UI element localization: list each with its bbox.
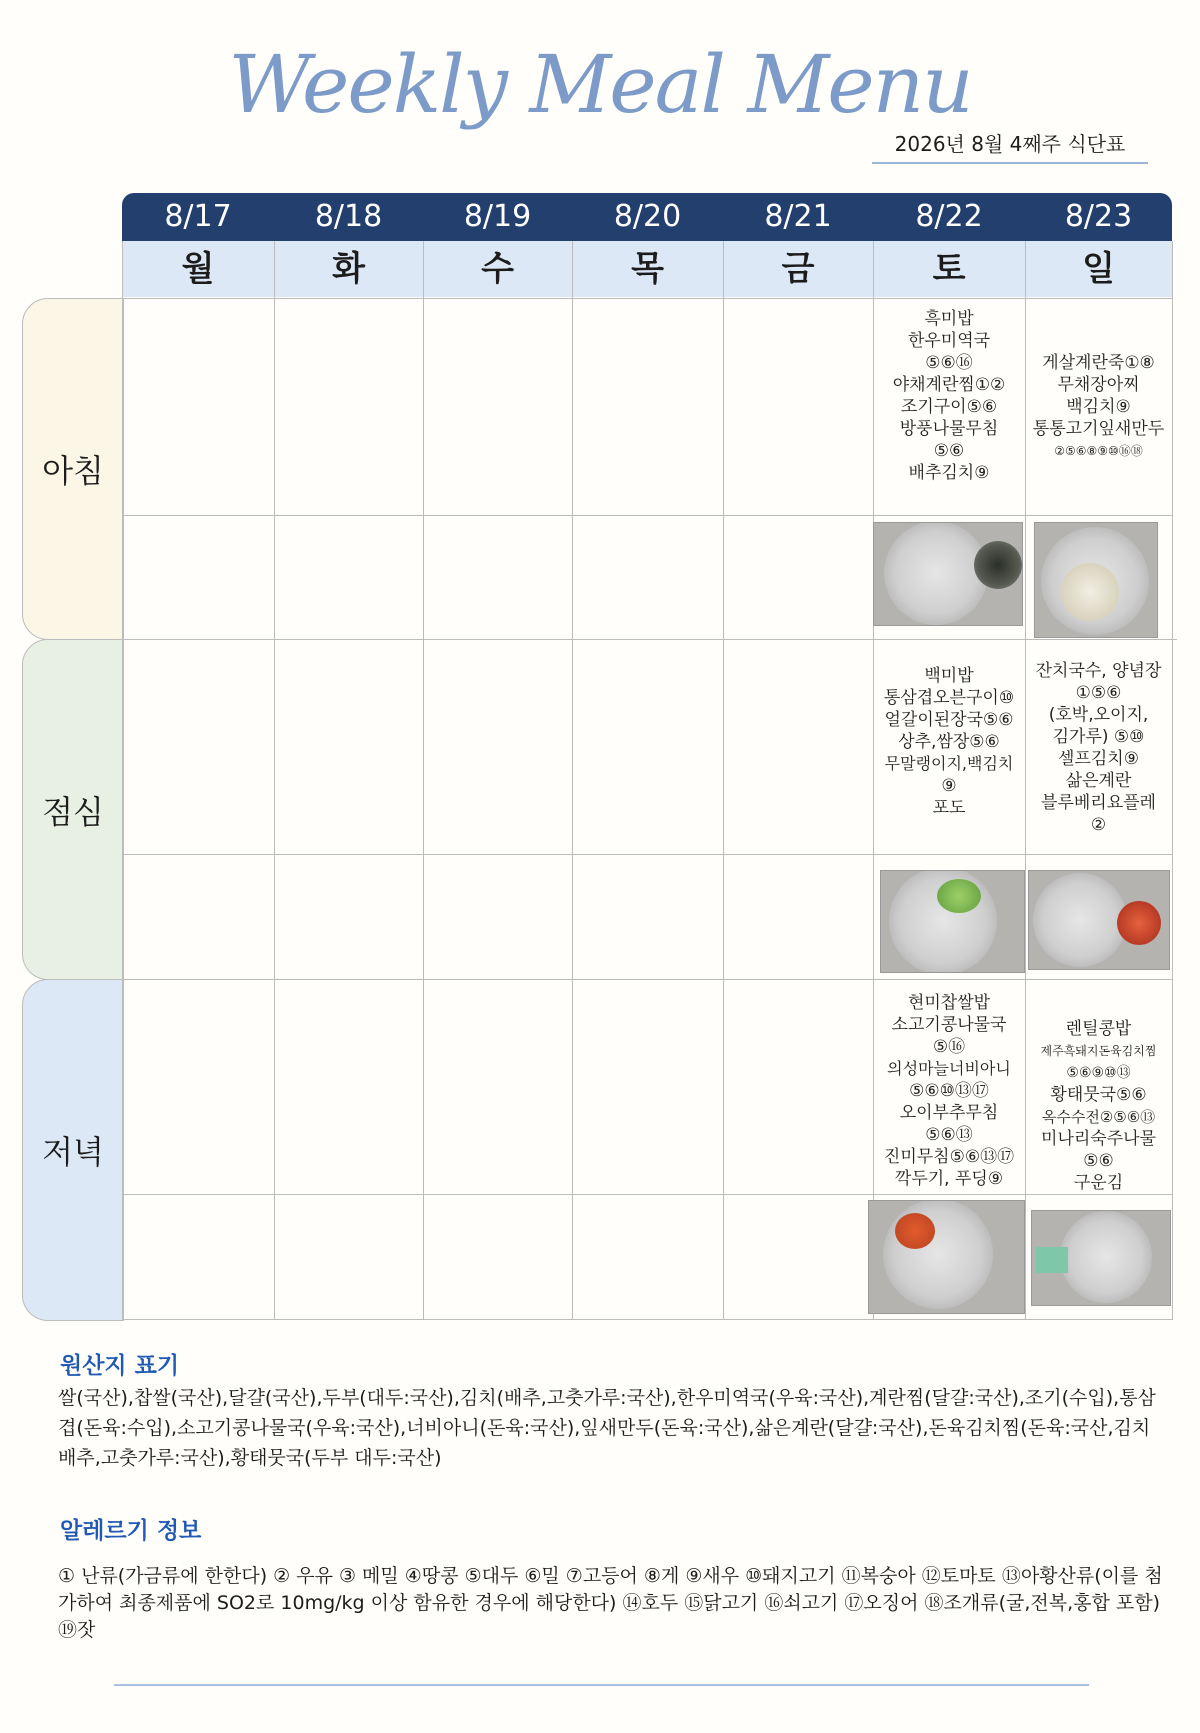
menu-item: ⑤⑥ [1083, 1151, 1114, 1171]
menu-item: 배추김치⑨ [908, 463, 990, 483]
bowl-shape [974, 541, 1022, 589]
bowl-shape [1117, 901, 1161, 945]
date-cell: 8/22 [915, 199, 983, 234]
footer-line [114, 1684, 1089, 1686]
date-cell: 8/17 [164, 199, 232, 234]
grid-line [274, 241, 275, 1320]
menu-item: 통삼겹오븐구이⑩ [883, 688, 1015, 708]
grid-line [122, 241, 123, 1320]
menu-item: 깍두기, 푸딩⑨ [894, 1169, 1004, 1189]
menu-item: 현미찹쌀밥 [907, 993, 991, 1013]
grid-line [122, 1194, 1172, 1195]
date-cell: 8/23 [1064, 199, 1133, 234]
meal-photo [868, 1200, 1025, 1314]
slot-lunch [22, 639, 124, 980]
grid-line [122, 979, 1172, 980]
grid-line [122, 854, 1172, 855]
menu-item: 삶은계란 [1065, 771, 1132, 791]
page-title: Weekly Meal Menu [228, 38, 972, 131]
menu-item: 통통고기잎새만두 [1032, 419, 1165, 439]
menu-item: 소고기콩나물국 [891, 1015, 1007, 1035]
slot-dinner [22, 979, 124, 1321]
menu-item: 무채장아찌 [1057, 375, 1140, 395]
drink-box-shape [1036, 1247, 1068, 1273]
menu-item: ⑤⑥⑯ [925, 353, 973, 373]
menu-item: ⑤⑥⑬ [925, 1125, 973, 1145]
day-cell: 일 [1082, 249, 1115, 289]
menu-item: 백김치⑨ [1066, 397, 1131, 417]
slot-label: 아침 [42, 452, 104, 490]
food-shape [895, 1213, 935, 1249]
menu-item: ⑨ [941, 776, 957, 796]
menu-item: 옥수수전②⑤⑥⑬ [1041, 1108, 1156, 1126]
grid-line [122, 515, 1172, 516]
menu-item: 게살계란죽①⑧ [1042, 353, 1155, 373]
plate-shape [884, 522, 988, 625]
slot-label: 저녁 [42, 1133, 104, 1171]
day-cell: 수 [481, 249, 514, 289]
menu-item: ② [1090, 815, 1107, 835]
slot-breakfast [22, 298, 124, 640]
menu-item: 오이부추무침 [899, 1103, 999, 1123]
menu-item: ⑤⑯ [932, 1037, 966, 1057]
menu-item: ⑤⑥⑨⑩⑬ [1066, 1065, 1131, 1081]
meal-photo [1031, 1210, 1171, 1306]
day-cell: 목 [631, 249, 664, 289]
date-cell: 8/18 [314, 199, 383, 234]
menu-item: ①⑤⑥ [1075, 683, 1122, 703]
greens-shape [937, 879, 981, 913]
page-subtitle: 2026년 8월 4째주 식단표 [894, 132, 1126, 156]
menu-item: 의성마늘너비아니 [887, 1059, 1011, 1078]
menu-breakfast-sun [1025, 352, 1172, 462]
grid-line [723, 241, 724, 1320]
slot-label: 점심 [42, 792, 104, 831]
menu-item: 구운김 [1073, 1173, 1124, 1193]
menu-item: 흑미밥 [924, 309, 974, 329]
allergy-text: ① 난류(가금류에 한한다) ② 우유 ③ 메밀 ④땅콩 ⑤대두 ⑥밀 ⑦고등어 ⑧게 ⑨새우 ⑩돼지고기 ⑪복숭아 ⑫토마토 ⑬아황산류(이를 첨가하여 최종제품에 SO2로 10mg/kg 이상 함유한 경우에 해당한다) ⑭호두 ⑮닭고기 ⑯쇠고기 ⑰오징어 ⑱조개류(굴,전복,홍합 포함) ⑲잣 [58, 1565, 1163, 1641]
plate-shape [1033, 873, 1127, 967]
menu-lunch-sat [873, 665, 1025, 819]
menu-item: 야채계란찜①② [892, 375, 1006, 395]
allergy-title: 알레르기 정보 [60, 1518, 202, 1544]
origin-text: 쌀(국산),찹쌀(국산),달걀(국산),두부(대두:국산),김치(배추,고춧가루:국산),한우미역국(우육:국산),계란찜(달걀:국산),조기(수입),통삼겹(돈육:수입),소고기콩나물국(우육:국산),너비아니(돈육:국산),잎새만두(돈육:국산),삶은계란(달걀:국산),돈육김치찜(돈육:국산,김치 배추,고춧가루:국산),황태뭇국(두부 대두:국산) [58, 1387, 1156, 1469]
bowl-shape [1061, 563, 1119, 621]
menu-item: 잔치국수, 양념장 [1035, 661, 1162, 681]
menu-item: 블루베리요플레 [1041, 793, 1156, 813]
grid-line [572, 241, 573, 1320]
menu-item: 조기구이⑤⑥ [900, 397, 998, 417]
menu-item: 미나리숙주나물 [1041, 1129, 1156, 1149]
menu-item: 김가루) ⑤⑩ [1052, 727, 1145, 747]
menu-lunch-sun [1025, 660, 1172, 836]
menu-item: 셀프김치⑨ [1058, 749, 1139, 769]
day-cell: 월 [181, 249, 215, 289]
grid-line [423, 241, 424, 1320]
menu-item: 한우미역국 [907, 331, 991, 351]
meal-photo [1034, 522, 1158, 638]
menu-item: 상추,쌈장⑤⑥ [898, 732, 1000, 752]
meal-photo [1028, 870, 1170, 970]
origin-title: 원산지 표기 [60, 1353, 180, 1379]
menu-item: ⑤⑥⑩⑬⑰ [909, 1081, 989, 1101]
menu-dinner-sun [1025, 1018, 1172, 1194]
menu-item: 무말랭이지,백김치 [884, 754, 1014, 773]
menu-item: 황태뭇국⑤⑥ [1050, 1085, 1147, 1105]
menu-item: 렌틸콩밥 [1065, 1019, 1132, 1039]
day-cell: 금 [781, 249, 815, 289]
menu-item: 방풍나물무침 [899, 419, 999, 439]
menu-item: 제주흑돼지돈육김치찜 [1040, 1044, 1157, 1058]
menu-item: 포도 [932, 798, 966, 818]
menu-breakfast-sat [873, 308, 1025, 484]
plate-shape [1060, 1211, 1152, 1303]
menu-dinner-sat [873, 992, 1025, 1190]
meal-photo [880, 870, 1025, 973]
menu-item: 백미밥 [924, 666, 974, 686]
day-cell: 토 [932, 249, 966, 289]
date-cell: 8/19 [463, 199, 532, 234]
day-cell: 화 [332, 249, 365, 289]
meal-photo [873, 522, 1023, 626]
grid-line [122, 298, 1172, 299]
subtitle-underline [872, 162, 1148, 164]
date-cell: 8/21 [764, 199, 832, 234]
menu-item: (호박,오이지, [1048, 705, 1149, 725]
menu-item: ⑤⑥ [933, 441, 965, 461]
menu-item: 얼갈이된장국⑤⑥ [884, 710, 1014, 730]
grid-line [1172, 241, 1173, 1320]
plate-shape [883, 1200, 993, 1309]
date-cell: 8/20 [613, 199, 682, 234]
menu-item: 진미무침⑤⑥⑬⑰ [883, 1147, 1015, 1167]
grid-line [122, 1319, 1172, 1320]
menu-item: ②⑤⑥⑧⑨⑩⑯⑱ [1054, 444, 1143, 458]
grid-line [122, 639, 1177, 640]
